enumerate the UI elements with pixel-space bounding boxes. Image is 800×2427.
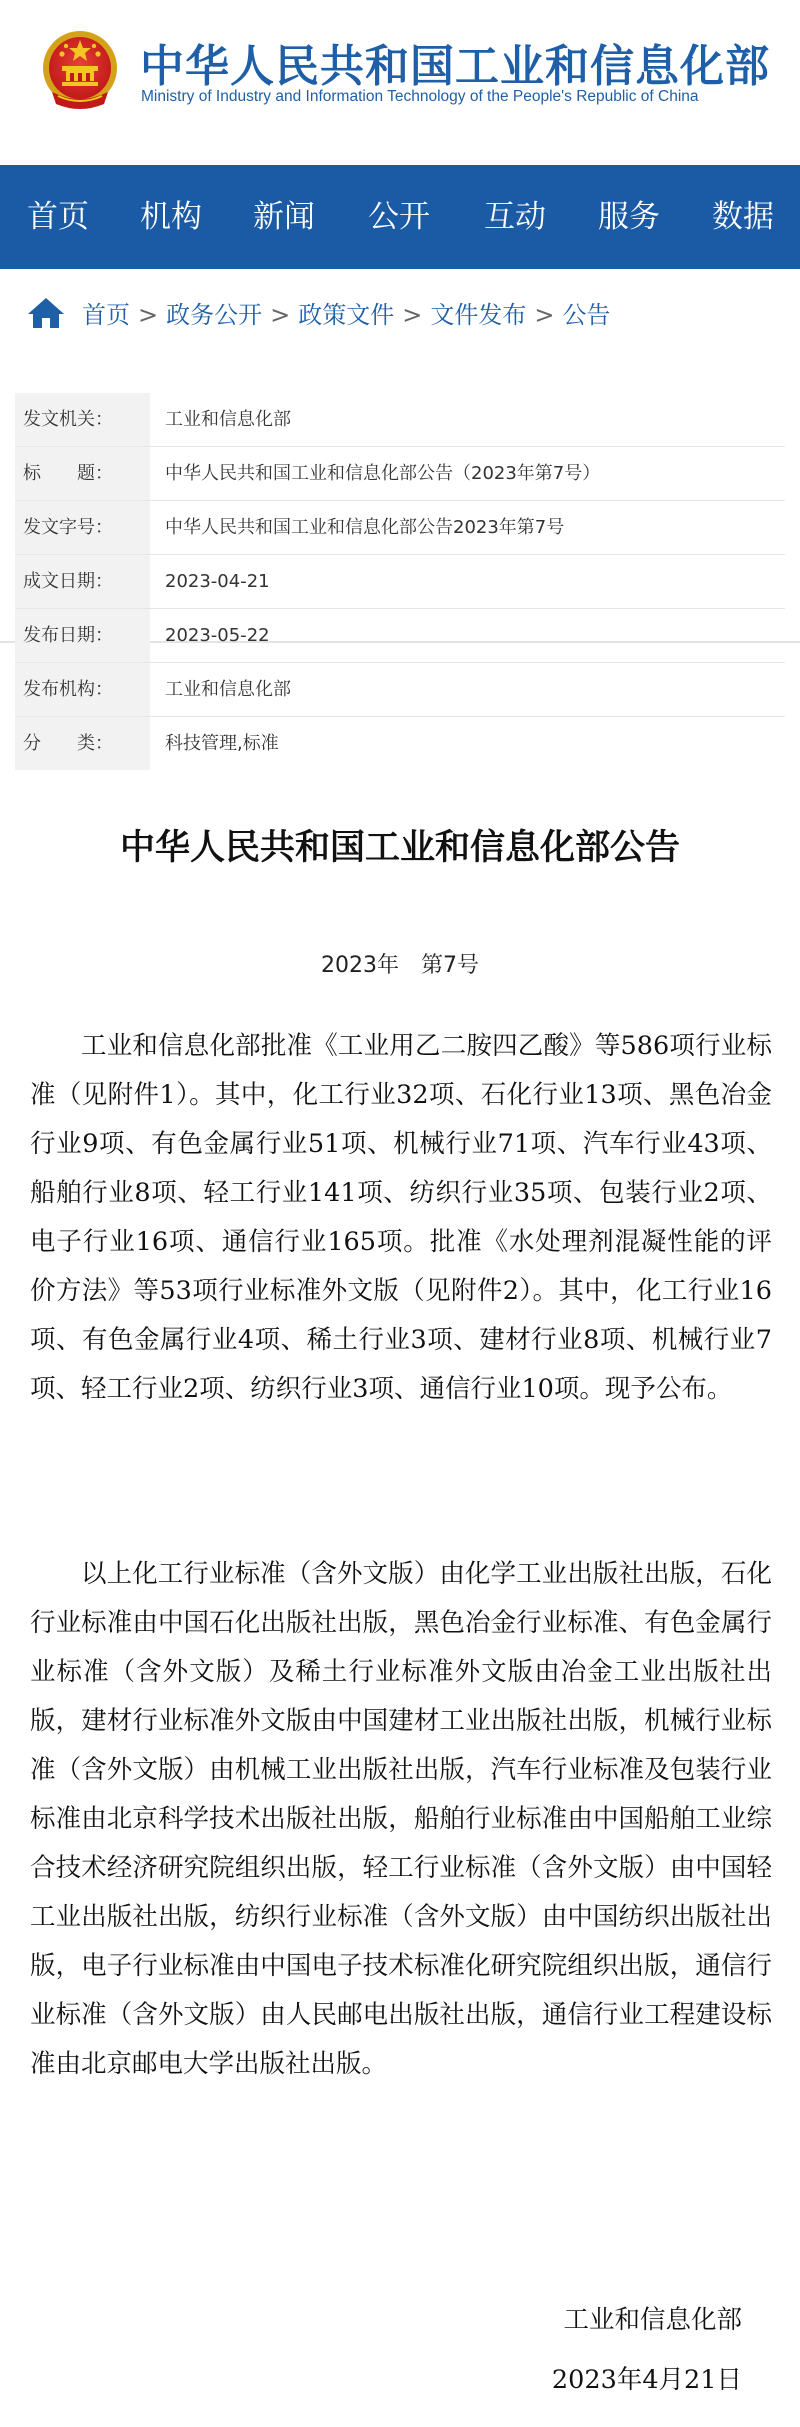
body-paragraph: 工业和信息化部批准《工业用乙二胺四乙酸》等586项行业标准（见附件1）。其中，化工行业32项、石化行业13项、黑色冶金行业9项、有色金属行业51项、机械行业71项、汽车行业43项、船舶行业8项、轻工行业141项、纺织行业35项、包装行业2项、电子行业16项、通信行业165项。批准《水处理剂混凝性能的评价方法》等53项行业标准外文版（见附件2）。其中，化工行业16项、有色金属行业4项、稀土行业3项、建材行业8项、机械行业7项、轻工行业2项、纺织行业3项、通信行业10项。现予公布。 [30, 1031, 772, 1404]
info-value: 工业和信息化部 [165, 409, 291, 430]
home-icon[interactable] [26, 296, 66, 330]
breadcrumb-item-document-release[interactable]: 文件发布 [430, 301, 527, 329]
breadcrumb-item-government-affairs[interactable]: 政务公开 [166, 301, 263, 329]
signature-date: 2023年4月21日 [551, 2365, 742, 2395]
document-number: 2023年 第7号 [321, 953, 479, 978]
info-row-written-date [15, 555, 785, 609]
info-row-publisher [15, 663, 785, 717]
org-name-en: Ministry of Industry and Information Technology of the People's Republic of China [141, 88, 699, 105]
breadcrumb-separator: > [270, 301, 291, 329]
nav-item-news[interactable]: 新闻 [253, 199, 315, 235]
nav-item-organization[interactable]: 机构 [140, 199, 202, 235]
info-row-doc-number [15, 501, 785, 555]
nav-item-data[interactable]: 数据 [712, 199, 774, 235]
info-label: 发文机关： [15, 393, 150, 446]
info-value: 中华人民共和国工业和信息化部公告（2023年第7号） [165, 463, 601, 484]
info-label: 标 题： [15, 447, 150, 500]
document-info-table [15, 393, 785, 770]
info-value: 工业和信息化部 [165, 679, 291, 700]
body-paragraph: 以上化工行业标准（含外文版）由化学工业出版社出版，石化行业标准由中国石化出版社出版，黑色冶金行业标准、有色金属行业标准（含外文版）及稀土行业标准外文版由冶金工业出版社出版，建材行业标准外文版由中国建材工业出版社出版，机械行业标准（含外文版）由机械工业出版社出版，汽车行业标准及包装行业标准由北京科学技术出版社出版，船舶行业标准由中国船舶工业综合技术经济研究院组织出版，轻工行业标准（含外文版）由中国轻工业出版社出版，纺织行业标准（含外文版）由中国纺织出版社出版，电子行业标准由中国电子技术标准化研究院组织出版，通信行业标准（含外文版）由人民邮电出版社出版，通信行业工程建设标准由北京邮电大学出版社出版。 [30, 1559, 772, 2079]
breadcrumb-item-announcement[interactable]: 公告 [562, 301, 611, 329]
nav-item-public[interactable]: 公开 [368, 199, 430, 235]
info-label: 分 类： [15, 717, 150, 770]
info-row-title [15, 447, 785, 501]
info-row-publish-date [15, 609, 785, 663]
info-value: 2023-04-21 [165, 571, 270, 592]
breadcrumb-separator: > [138, 301, 159, 329]
info-value: 中华人民共和国工业和信息化部公告2023年第7号 [165, 517, 565, 538]
info-value: 2023-05-22 [165, 625, 270, 646]
org-name-cn: 中华人民共和国工业和信息化部 [140, 41, 770, 92]
document-title: 中华人民共和国工业和信息化部公告 [119, 828, 680, 868]
info-label: 发文字号： [15, 501, 150, 554]
breadcrumb-item-home[interactable]: 首页 [82, 301, 130, 329]
info-row-issuer [15, 393, 785, 447]
info-label: 发布机构： [15, 663, 150, 716]
nav-item-services[interactable]: 服务 [598, 199, 660, 235]
site-header [0, 0, 800, 165]
breadcrumb-separator: > [402, 301, 423, 329]
breadcrumb-separator: > [534, 301, 555, 329]
info-row-category [15, 717, 785, 770]
breadcrumb-trail [82, 295, 610, 330]
main-nav [0, 165, 800, 269]
national-emblem-icon [40, 26, 120, 114]
info-value: 科技管理,标准 [165, 733, 279, 754]
info-label: 成文日期： [15, 555, 150, 608]
info-label: 发布日期： [15, 609, 150, 662]
breadcrumb [0, 269, 800, 374]
nav-item-interaction[interactable]: 互动 [484, 199, 546, 235]
breadcrumb-item-policy-documents[interactable]: 政策文件 [298, 301, 395, 329]
nav-item-home[interactable]: 首页 [27, 199, 89, 235]
signature-organization: 工业和信息化部 [563, 2305, 742, 2335]
